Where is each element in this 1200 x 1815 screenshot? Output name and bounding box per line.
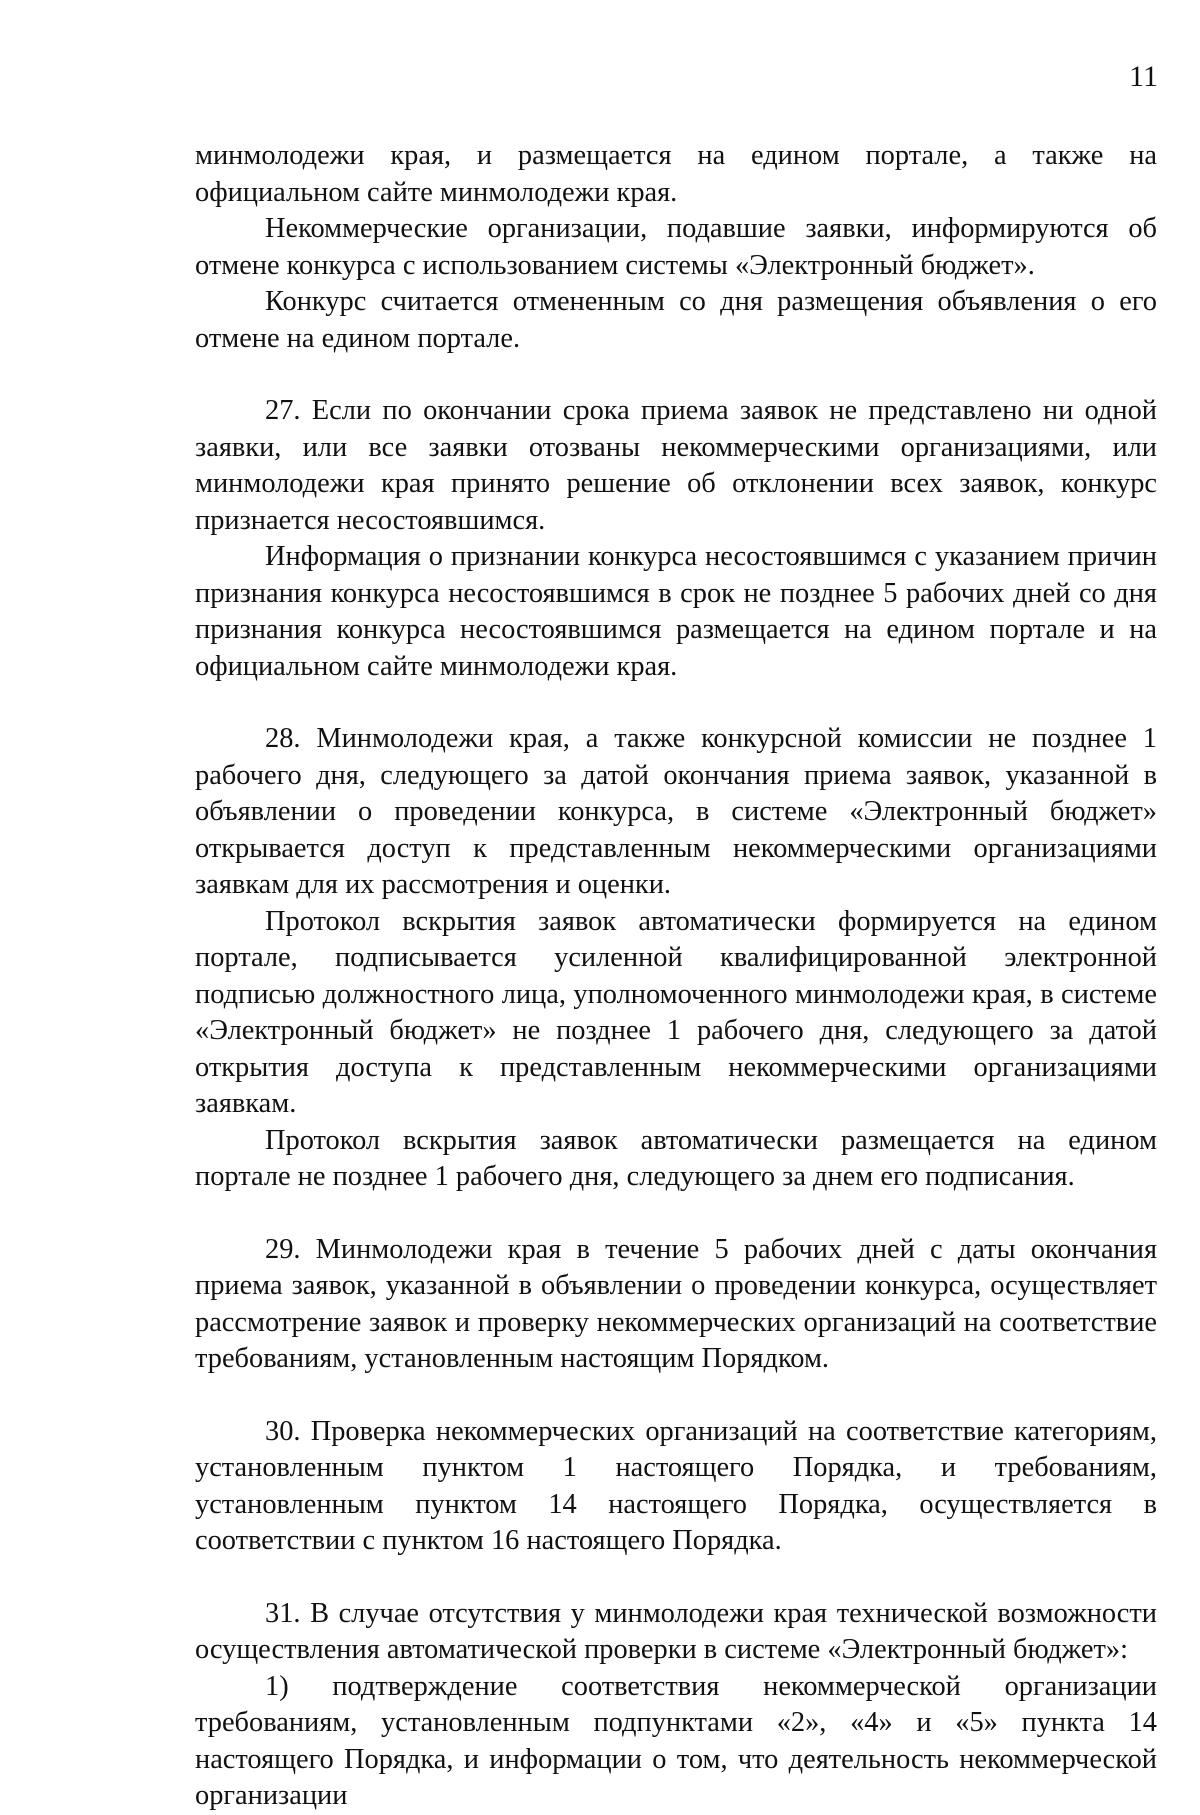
paragraph: 27. Если по окончании срока приема заявок не представлено ни одной заявки, или все заявки отозваны некоммерческими организациями, или минмолодежи края принято решение об отклонении всех заявок, конкурс признается несостоявшимся.	[195, 395, 1157, 536]
paragraph: 28. Минмолодежи края, а также конкурсной комиссии не позднее 1 рабочего дня, следующего за датой окончания приема заявок, указанной в объявлении о проведении конкурса, в системе «Электронный бюджет» открывается доступ к представленным некоммерческими организациями заявкам для их рассмотрения и оценки.	[195, 723, 1157, 900]
paragraph: 31. В случае отсутствия у минмолодежи края технической возможности осуществления автоматической проверки в системе «Электронный бюджет»:	[195, 1597, 1157, 1665]
paragraph: Протокол вскрытия заявок автоматически размещается на едином портале не позднее 1 рабочего дня, следующего за днем его подписания.	[195, 1124, 1157, 1192]
document-body	[195, 138, 1157, 1815]
paragraph: Конкурс считается отмененным со дня размещения объявления о его отмене на едином портале.	[195, 286, 1157, 354]
paragraph: 1) подтверждение соответствия некоммерческой организации требованиям, установленным подпунктами «2», «4» и «5» пункта 14 настоящего Порядка, и информации о том, что деятельность некоммерческой организации	[195, 1670, 1157, 1811]
paragraph: 30. Проверка некоммерческих организаций на соответствие категориям, установленным пунктом 1 настоящего Порядка, и требованиям, установленным пунктом 14 настоящего Порядка, осуществляется в соответствии с пунктом 16 настоящего Порядка.	[195, 1415, 1157, 1556]
paragraph: минмолодежи края, и размещается на едином портале, а также на официальном сайте минмолодежи края.	[195, 140, 1157, 208]
paragraph: Некоммерческие организации, подавшие заявки, информируются об отмене конкурса с использованием системы «Электронный бюджет».	[195, 213, 1157, 281]
paragraph: Информация о признании конкурса несостоявшимся с указанием причин признания конкурса несостоявшимся в срок не позднее 5 рабочих дней со дня признания конкурса несостоявшимся размещается на едином портале и на официальном сайте минмолодежи края.	[195, 541, 1157, 682]
page-number: 11	[1129, 60, 1158, 93]
paragraph: 29. Минмолодежи края в течение 5 рабочих дней с даты окончания приема заявок, указанной в объявлении о проведении конкурса, осуществляет рассмотрение заявок и проверку некоммерческих организаций на соответствие требованиям, установленным настоящим Порядком.	[195, 1233, 1157, 1374]
paragraph: Протокол вскрытия заявок автоматически формируется на едином портале, подписывается усиленной квалифицированной электронной подписью должностного лица, уполномоченного минмолодежи края, в системе «Электронный бюджет» не позднее 1 рабочего дня, следующего за датой открытия доступа к представленным некоммерческими организациями заявкам.	[195, 905, 1157, 1119]
